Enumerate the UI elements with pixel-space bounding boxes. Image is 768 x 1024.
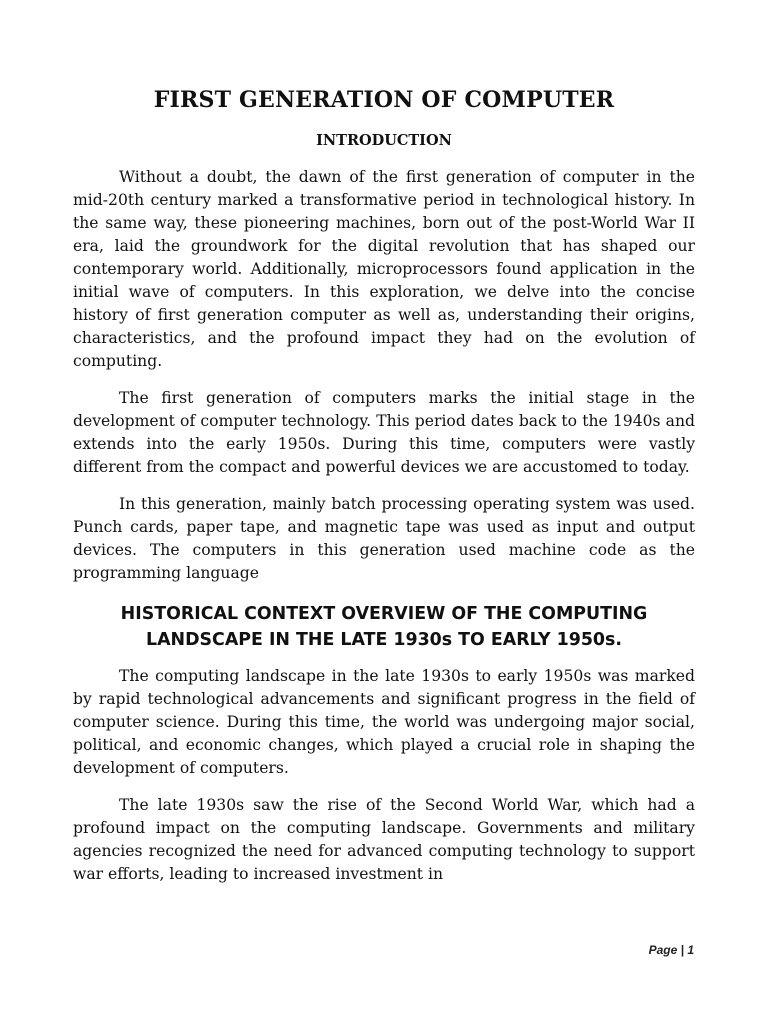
document-title: FIRST GENERATION OF COMPUTER — [153, 87, 615, 113]
historical-paragraph-2: The late 1930s saw the rise of the Second World War, which had a profound impact on the computing landscape. Governments and military agencies recognized the need for advanced computing technology to support war efforts, leading to increased investment in — [73, 796, 695, 883]
introduction-heading: INTRODUCTION — [316, 132, 452, 149]
intro-paragraph-3: In this generation, mainly batch processing operating system was used. Punch cards, paper tape, and magnetic tape was used as input and output devices. The computers in this generation used machine code as the programming language — [73, 495, 695, 582]
intro-paragraph-1: Without a doubt, the dawn of the first generation of computer in the mid-20th century marked a transformative period in technological history. In the same way, these pioneering machines, born out of the post-World War II era, laid the groundwork for the digital revolution that has shaped our contemporary world. Additionally, microprocessors found application in the initial wave of computers. In this exploration, we delve into the concise history of first generation computer as well as, understanding their origins, characteristics, and the profound impact they had on the evolution of computing. — [73, 168, 695, 370]
page-number: Page | 1 — [648, 943, 694, 957]
intro-paragraph-2: The first generation of computers marks the initial stage in the development of computer technology. This period dates back to the 1940s and extends into the early 1950s. During this time, computers were vastly different from the compact and powerful devices we are accustomed to today. — [73, 389, 695, 476]
historical-context-heading: HISTORICAL CONTEXT OVERVIEW OF THE COMPUTING LANDSCAPE IN THE LATE 1930s TO EARLY 1950s. — [120, 604, 648, 650]
document-body — [73, 84, 695, 886]
historical-paragraph-1: The computing landscape in the late 1930s to early 1950s was marked by rapid technological advancements and significant progress in the field of computer science. During this time, the world was undergoing major social, political, and economic changes, which played a crucial role in shaping the development of computers. — [73, 667, 695, 777]
